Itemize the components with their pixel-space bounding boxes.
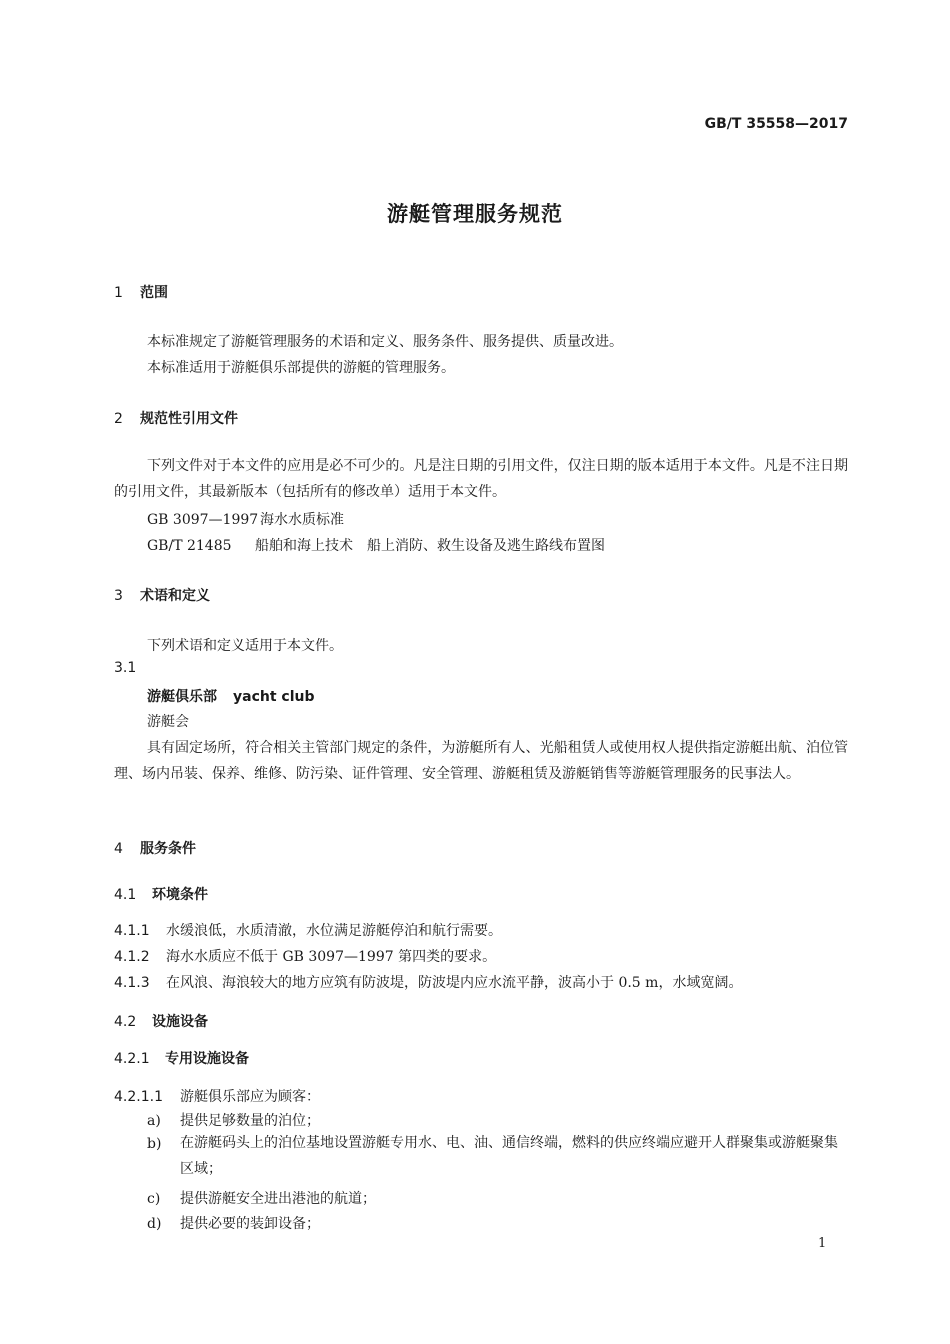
- clause: [114, 972, 742, 992]
- reference-name: 海水水质标准: [260, 512, 344, 528]
- clause-number: 4.1.1: [114, 923, 150, 939]
- clause-number: 4.1.3: [114, 975, 150, 991]
- clause-number: 4.1.2: [114, 949, 150, 965]
- subsection-title: 环境条件: [152, 887, 208, 903]
- list-item-label: a): [147, 1113, 161, 1129]
- reference-code: GB/T 21485: [147, 538, 232, 554]
- reference-code: GB 3097—1997: [147, 512, 259, 528]
- subsection-4-1-heading: [114, 884, 208, 904]
- clause: [114, 946, 496, 966]
- term-definition: 具有固定场所，符合相关主管部门规定的条件，为游艇所有人、光船租赁人或使用权人提供指定游艇出航、泊位管理、场内吊装、保养、维修、防污染、证件管理、安全管理、游艇租赁及游艇销售等游艇管理服务的民事法人。: [114, 740, 848, 782]
- list-item-text: 提供足够数量的泊位；: [180, 1113, 320, 1129]
- section-4-heading: [114, 838, 196, 858]
- section-title: 术语和定义: [140, 588, 210, 604]
- clause-text: 海水水质应不低于 GB 3097—1997 第四类的要求。: [166, 949, 497, 965]
- paragraph: 下列文件对于本文件的应用是必不可少的。凡是注日期的引用文件，仅注日期的版本适用于本文件。凡是不注日期的引用文件，其最新版本（包括所有的修改单）适用于本文件。: [114, 458, 848, 500]
- page-number: 1: [818, 1236, 827, 1251]
- section-2-heading: [114, 408, 238, 428]
- clause: [114, 920, 502, 940]
- reference-item: [147, 535, 605, 555]
- list-item-label: b): [147, 1136, 162, 1152]
- clause-number: 4.2.1.1: [114, 1089, 163, 1105]
- subsection-4-2-1-heading: [114, 1048, 249, 1068]
- list-item-text: 在游艇码头上的泊位基地设置游艇专用水、电、油、通信终端，燃料的供应终端应避开人群聚集或游艇聚集区域；: [180, 1135, 838, 1177]
- section-title: 服务条件: [140, 841, 196, 857]
- subsection-title: 设施设备: [152, 1014, 208, 1030]
- paragraph: 本标准规定了游艇管理服务的术语和定义、服务条件、服务提供、质量改进。: [147, 334, 623, 350]
- section-number: 2: [114, 411, 123, 427]
- section-3-heading: [114, 585, 210, 605]
- list-item-label: c): [147, 1191, 161, 1207]
- list-item: [147, 1110, 320, 1130]
- reference-item: [147, 509, 344, 529]
- section-title: 范围: [140, 285, 168, 301]
- document-title: 游艇管理服务规范: [387, 202, 563, 226]
- subsection-number: 4.2.1: [114, 1051, 150, 1067]
- subsection-4-2-heading: [114, 1011, 208, 1031]
- list-item-label: d): [147, 1216, 162, 1232]
- subsection-title: 专用设施设备: [165, 1051, 249, 1067]
- clause-text: 在风浪、海浪较大的地方应筑有防波堤，防波堤内应水流平静，波高小于 0.5 m，水域宽阔。: [166, 975, 743, 991]
- term-name-cn: 游艇俱乐部: [147, 689, 217, 705]
- paragraph: 本标准适用于游艇俱乐部提供的游艇的管理服务。: [147, 360, 455, 376]
- section-number: 4: [114, 841, 123, 857]
- section-title: 规范性引用文件: [140, 411, 238, 427]
- term-name-en: yacht club: [233, 689, 315, 705]
- standard-number: GB/T 35558—2017: [704, 116, 848, 132]
- list-item-text: 提供必要的装卸设备；: [180, 1216, 320, 1232]
- list-item: [147, 1213, 320, 1233]
- term-name: [147, 686, 315, 706]
- clause: [114, 1086, 320, 1106]
- section-number: 3: [114, 588, 123, 604]
- reference-name: 船舶和海上技术 船上消防、救生设备及逃生路线布置图: [255, 538, 605, 554]
- term-number: 3.1: [114, 660, 137, 676]
- subsection-number: 4.2: [114, 1014, 137, 1030]
- section-1-heading: [114, 282, 168, 302]
- term-synonym: 游艇会: [147, 714, 189, 730]
- section-number: 1: [114, 285, 123, 301]
- list-item-text: 提供游艇安全进出港池的航道；: [180, 1191, 376, 1207]
- clause-text: 水缓浪低，水质清澈，水位满足游艇停泊和航行需要。: [166, 923, 502, 939]
- clause-text: 游艇俱乐部应为顾客：: [180, 1089, 320, 1105]
- list-item: [147, 1188, 376, 1208]
- paragraph: 下列术语和定义适用于本文件。: [147, 638, 343, 654]
- subsection-number: 4.1: [114, 887, 137, 903]
